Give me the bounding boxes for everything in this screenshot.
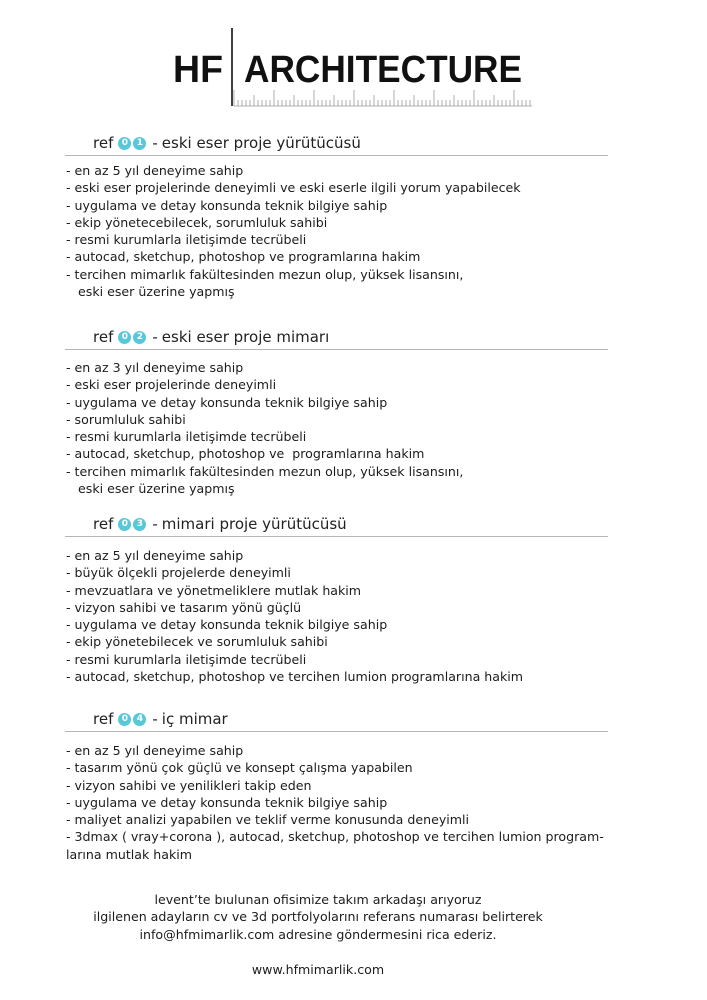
footer-message <box>0 891 636 943</box>
requirement-item: - ekip yönetebilecek ve sorumluluk sahibi <box>66 634 328 650</box>
ref-label: ref <box>93 134 114 152</box>
requirement-item: - en az 5 yıl deneyime sahip <box>66 163 244 178</box>
requirement-item: - autocad, sketchup, photoshop ve programlarına hakim <box>66 446 425 462</box>
requirement-item: - autocad, sketchup, photoshop ve programlarına hakim <box>66 249 421 265</box>
logo-hf-text: HF <box>173 49 223 91</box>
requirement-item: - uygulama ve detay konsunda teknik bilgiye sahip <box>66 197 388 213</box>
requirement-item: - mevzuatlara ve yönetmeliklere mutlak hakim <box>66 582 362 598</box>
requirement-item: - resmi kurumlarla iletişimde tecrübeli <box>66 429 307 445</box>
logo-ruler <box>234 90 532 106</box>
ref-02-title: eski eser proje mimarı <box>161 328 330 346</box>
requirement-item: larına mutlak hakim <box>66 846 193 862</box>
ref-digit-badge: 0 <box>118 331 131 344</box>
ref-digit-badge: 3 <box>133 518 146 531</box>
requirement-item: - vizyon sahibi ve yenilikleri takip eden <box>66 777 312 793</box>
ref-separator: - <box>152 710 158 728</box>
ref-03-heading <box>93 513 347 535</box>
requirement-item: - büyük ölçekli projelerde deneyimli <box>66 565 291 581</box>
section-divider <box>65 536 608 537</box>
ref-02-requirements <box>66 359 463 497</box>
ref-separator: - <box>152 328 158 346</box>
requirement-item: - 3dmax ( vray+corona ), autocad, sketchup, photoshop ve tercihen lumion program- <box>66 829 604 845</box>
ref-03-title: mimari proje yürütücüsü <box>161 515 347 533</box>
ref-04-requirements <box>66 742 604 863</box>
ref-01-requirements <box>66 162 521 300</box>
ref-04-title: iç mimar <box>161 710 228 728</box>
ref-01-title: eski eser proje yürütücüsü <box>161 134 361 152</box>
logo-architecture-text: ARCHITECTURE <box>244 49 522 91</box>
ref-separator: - <box>152 515 158 533</box>
website-link[interactable]: www.hfmimarlik.com <box>251 962 385 977</box>
ref-digit-badge: 0 <box>118 137 131 150</box>
requirement-item: - sorumluluk sahibi <box>66 411 186 427</box>
ref-digit-badge: 0 <box>118 518 131 531</box>
ref-digit-badge: 4 <box>133 713 146 726</box>
ref-separator: - <box>152 134 158 152</box>
requirement-item: - en az 3 yıl deneyime sahip <box>66 360 244 375</box>
ref-04-heading <box>93 708 228 730</box>
section-divider <box>65 349 608 350</box>
requirement-item: - uygulama ve detay konsunda teknik bilgiye sahip <box>66 794 388 810</box>
ref-label: ref <box>93 515 114 533</box>
ref-digit-badge: 2 <box>133 331 146 344</box>
requirement-item: - tasarım yönü çok güçlü ve konsept çalışma yapabilen <box>66 760 413 776</box>
requirement-item: - autocad, sketchup, photoshop ve tercihen lumion programlarına hakim <box>66 669 524 685</box>
hf-architecture-logo <box>172 26 532 108</box>
requirement-item: eski eser üzerine yapmış <box>66 481 235 497</box>
requirement-item: - uygulama ve detay konsunda teknik bilgiye sahip <box>66 617 388 633</box>
requirement-item: - resmi kurumlarla iletişimde tecrübeli <box>66 232 307 248</box>
requirement-item: - maliyet analizi yapabilen ve teklif verme konusunda deneyimli <box>66 812 470 828</box>
requirement-item: - eski eser projelerinde deneyimli <box>66 377 277 393</box>
ref-03-requirements <box>66 547 523 685</box>
section-divider <box>65 155 608 156</box>
requirement-item: - eski eser projelerinde deneyimli ve eski eserle ilgili yorum yapabilecek <box>66 180 521 196</box>
requirement-item: - resmi kurumlarla iletişimde tecrübeli <box>66 651 307 667</box>
footer-line: ilgilenen adayların cv ve 3d portfolyolarını referans numarası belirterek <box>93 909 543 925</box>
ref-label: ref <box>93 710 114 728</box>
requirement-item: eski eser üzerine yapmış <box>66 284 235 300</box>
footer-line: levent’te bıulunan ofisimize takım arkadaşı arıyoruz <box>154 892 482 907</box>
ref-digit-badge: 1 <box>133 137 146 150</box>
requirement-item: - vizyon sahibi ve tasarım yönü güçlü <box>66 599 302 615</box>
requirement-item: - en az 5 yıl deneyime sahip <box>66 743 244 758</box>
ref-label: ref <box>93 328 114 346</box>
ref-digit-badge: 0 <box>118 713 131 726</box>
footer-line: info@hfmimarlik.com adresine göndermesini rica ederiz. <box>139 926 497 942</box>
requirement-item: - uygulama ve detay konsunda teknik bilgiye sahip <box>66 394 388 410</box>
requirement-item: - en az 5 yıl deneyime sahip <box>66 548 244 563</box>
section-divider <box>65 731 608 732</box>
requirement-item: - tercihen mimarlık fakültesinden mezun olup, yüksek lisansını, <box>66 463 464 479</box>
ref-01-heading <box>93 132 361 154</box>
logo-mark <box>172 26 532 108</box>
requirement-item: - ekip yönetecebilecek, sorumluluk sahibi <box>66 214 328 230</box>
requirement-item: - tercihen mimarlık fakültesinden mezun olup, yüksek lisansını, <box>66 266 464 282</box>
ref-02-heading <box>93 326 329 348</box>
